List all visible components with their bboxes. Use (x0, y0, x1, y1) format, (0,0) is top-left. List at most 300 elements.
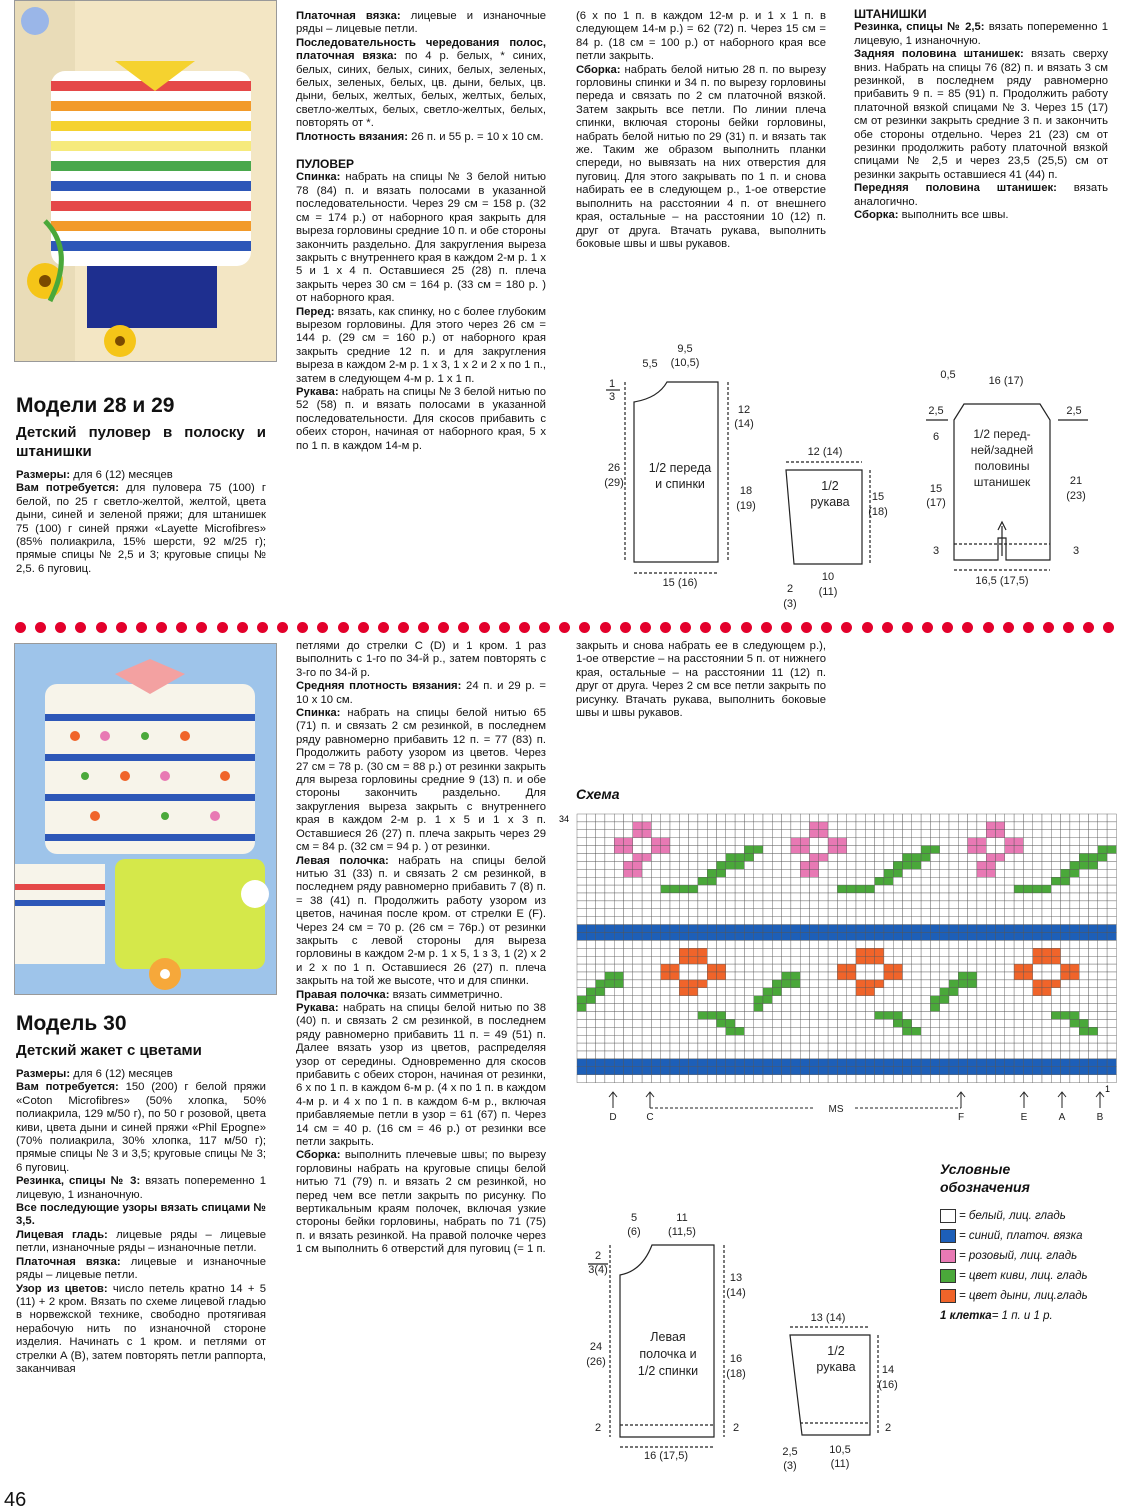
chart-cell (1089, 925, 1098, 933)
chart-cell (828, 877, 837, 885)
chart-cell (828, 861, 837, 869)
chart-cell (800, 988, 809, 996)
chart-cell (754, 1059, 763, 1067)
legend-item-melon: = цвет дыни, лиц.гладь (940, 1286, 1120, 1306)
chart-cell (744, 869, 753, 877)
chart-cell (1079, 1067, 1088, 1075)
chart-cell (689, 917, 698, 925)
chart-cell (754, 830, 763, 838)
model30-title: Модель 30 (16, 1012, 127, 1035)
chart-cell (577, 956, 586, 964)
chart-cell (763, 893, 772, 901)
chart-cell (865, 925, 874, 933)
chart-cell (1061, 933, 1070, 941)
chart-cell (717, 917, 726, 925)
chart-cell (717, 901, 726, 909)
chart-cell (726, 830, 735, 838)
chart-cell (577, 1027, 586, 1035)
chart-cell (754, 925, 763, 933)
chart-cell (810, 948, 819, 956)
chart-cell (735, 901, 744, 909)
chart-cell (1033, 830, 1042, 838)
chart-cell (1023, 893, 1032, 901)
model28-title: Модели 28 и 29 (16, 394, 175, 417)
chart-cell (949, 917, 958, 925)
chart-cell (670, 933, 679, 941)
chart-cell (837, 861, 846, 869)
chart-cell (791, 933, 800, 941)
chart-cell (763, 1035, 772, 1043)
chart-cell (698, 1035, 707, 1043)
chart-cell (865, 885, 874, 893)
chart-cell (837, 869, 846, 877)
chart-cell (661, 1059, 670, 1067)
chart-cell (1061, 917, 1070, 925)
chart-cell (986, 980, 995, 988)
chart-cell (642, 1067, 651, 1075)
chart-cell (800, 980, 809, 988)
chart-cell (884, 1035, 893, 1043)
chart-cell (661, 814, 670, 822)
chart-cell (624, 1035, 633, 1043)
chart-cell (642, 1043, 651, 1051)
chart-cell (837, 980, 846, 988)
chart-cell (586, 1027, 595, 1035)
chart-cell (1098, 1012, 1107, 1020)
chart-cell (903, 854, 912, 862)
chart-cell (856, 1035, 865, 1043)
chart-cell (744, 838, 753, 846)
chart-cell (1061, 846, 1070, 854)
chart-cell (596, 869, 605, 877)
chart-cell (1089, 1075, 1098, 1083)
chart-cell (754, 822, 763, 830)
chart-cell (996, 901, 1005, 909)
chart-cell (884, 1059, 893, 1067)
chart-cell (605, 988, 614, 996)
legend-item-blue: = синий, платоч. вязка (940, 1226, 1120, 1246)
chart-cell (810, 1027, 819, 1035)
chart-cell (1079, 917, 1088, 925)
chart-cell (726, 972, 735, 980)
chart-cell (828, 948, 837, 956)
chart-cell (1079, 933, 1088, 941)
chart-cell (661, 1035, 670, 1043)
chart-cell (828, 869, 837, 877)
chart-cell (949, 1043, 958, 1051)
chart-cell (949, 869, 958, 877)
chart-cell (763, 885, 772, 893)
col2top-p1: Платочная вязка: лицевые и изнаночные ряды – лицевые петли. (296, 10, 546, 36)
chart-cell (717, 861, 726, 869)
chart-cell (810, 1059, 819, 1067)
chart-cell (791, 988, 800, 996)
chart-cell (977, 1027, 986, 1035)
chart-cell (670, 1035, 679, 1043)
legend-cell-note: 1 клетка = 1 п. и 1 р. (940, 1310, 1053, 1322)
chart-cell (819, 917, 828, 925)
chart-cell (782, 925, 791, 933)
chart-cell (1107, 1043, 1116, 1051)
chart-cell (605, 1004, 614, 1012)
schematic-sleeve-2 (770, 1305, 905, 1485)
chart-cell (903, 861, 912, 869)
chart-cell (670, 940, 679, 948)
chart-cell (940, 1075, 949, 1083)
chart-cell (651, 901, 660, 909)
chart-cell (633, 893, 642, 901)
chart-cell (689, 980, 698, 988)
chart-cell (1098, 909, 1107, 917)
chart-cell (1079, 838, 1088, 846)
schematic-sleeve-1 (770, 440, 900, 620)
chart-cell (772, 964, 781, 972)
chart-cell (633, 1059, 642, 1067)
chart-cell (996, 1043, 1005, 1051)
chart-cell (670, 1012, 679, 1020)
chart-cell (977, 877, 986, 885)
chart-cell (577, 854, 586, 862)
chart-cell (605, 814, 614, 822)
chart-cell (856, 988, 865, 996)
chart-cell (596, 814, 605, 822)
chart-cell (865, 861, 874, 869)
chart-cell (875, 861, 884, 869)
chart-cell (912, 854, 921, 862)
chart-cell (837, 988, 846, 996)
chart-cell (884, 1012, 893, 1020)
chart-cell (782, 972, 791, 980)
chart-cell (735, 1075, 744, 1083)
chart-cell (577, 909, 586, 917)
chart-cell (1014, 964, 1023, 972)
chart-cell (791, 1012, 800, 1020)
d2-label1: 1/2 (821, 479, 839, 493)
d1-bot: 15 (16) (662, 577, 698, 589)
chart-cell (912, 933, 921, 941)
chart-cell (726, 917, 735, 925)
col2bot-p3: Спинка: набрать на спицы белой нитью 65 (71) п. и связать 2 см резинкой, в последнем ряду равномерно прибавить 12 п. = 77 (83) п. Продолжить работу узором из цветов. Через 27 см = 78 р. (30 см = 88 р.) от резинки закрыть для выреза горловины средние 9 (13) п. и обе стороны закончить раздельно. Для закругления выреза закрыть с внутреннего края в каждом 2-м р. 1 х 5 и 1 х 3 п. Оставшиеся 26 (27) п. плеча закрыть через 29 см = 84 р. (32 см = 94 р. ) от резинки. (296, 707, 546, 854)
chart-cell (782, 1059, 791, 1067)
chart-cell (977, 854, 986, 862)
chart-cell (828, 933, 837, 941)
chart-cell (977, 948, 986, 956)
chart-cell (735, 814, 744, 822)
chart-cell (698, 925, 707, 933)
chart-cell (1070, 1051, 1079, 1059)
chart-cell (596, 1035, 605, 1043)
chart-cell (670, 988, 679, 996)
chart-cell (1014, 861, 1023, 869)
chart-cell (856, 1012, 865, 1020)
chart-cell (735, 996, 744, 1004)
arrow-label-d: D (609, 1112, 617, 1123)
chart-cell (782, 861, 791, 869)
d4-2b: 2 (732, 1422, 740, 1434)
chart-cell (903, 964, 912, 972)
chart-cell (1061, 830, 1070, 838)
chart-cell (800, 956, 809, 964)
chart-cell (679, 964, 688, 972)
chart-cell (958, 988, 967, 996)
chart-cell (856, 846, 865, 854)
chart-cell (754, 980, 763, 988)
chart-cell (903, 893, 912, 901)
chart-cell (828, 980, 837, 988)
chart-cell (717, 964, 726, 972)
chart-cell (763, 948, 772, 956)
chart-cell (689, 877, 698, 885)
chart-cell (996, 885, 1005, 893)
chart-cell (707, 877, 716, 885)
chart-cell (819, 972, 828, 980)
chart-cell (763, 972, 772, 980)
chart-cell (930, 980, 939, 988)
chart-cell (1089, 996, 1098, 1004)
chart-cell (1014, 1059, 1023, 1067)
chart-cell (661, 854, 670, 862)
chart-cell (642, 854, 651, 862)
chart-cell (726, 948, 735, 956)
chart-cell (810, 869, 819, 877)
chart-cell (726, 901, 735, 909)
chart-cell (875, 909, 884, 917)
chart-cell (958, 909, 967, 917)
chart-cell (614, 830, 623, 838)
chart-cell (1061, 996, 1070, 1004)
chart-cell (791, 996, 800, 1004)
chart-cell (679, 917, 688, 925)
chart-cell (1014, 956, 1023, 964)
chart-cell (744, 940, 753, 948)
chart-cell (837, 964, 846, 972)
chart-cell (930, 956, 939, 964)
chart-cell (800, 830, 809, 838)
chart-cell (791, 861, 800, 869)
d4-24: 24 (589, 1341, 603, 1353)
chart-cell (912, 838, 921, 846)
chart-cell (689, 940, 698, 948)
chart-cell (1042, 830, 1051, 838)
chart-cell (1014, 988, 1023, 996)
chart-cell (624, 940, 633, 948)
chart-cell (707, 1019, 716, 1027)
chart-cell (837, 1043, 846, 1051)
chart-cell (865, 901, 874, 909)
chart-cell (893, 1012, 902, 1020)
chart-cell (791, 1035, 800, 1043)
col2top-p4: Спинка: набрать на спицы № 3 белой нитью 78 (84) п. и вязать полосами в указанной последовательности. Через 29 см = 158 р. (32 см = 174 р.) от наборного края закрыть для выреза горловины средние 10 п. и обе стороны закончить раздельно. Для закругления выреза закрыть с внутреннего края в каждом 2-м р. 1 х 5 и 1 х 4 п. Оставшиеся 25 (28) п. плеча закрыть через 30 см = 164 р. (33 см = 180 р. ) от наборного края. (296, 171, 546, 305)
chart-cell (1023, 1027, 1032, 1035)
chart-cell (689, 869, 698, 877)
chart-cell (1023, 846, 1032, 854)
chart-cell (661, 885, 670, 893)
chart-cell (986, 972, 995, 980)
chart-cell (977, 1035, 986, 1043)
chart-cell (837, 814, 846, 822)
chart-cell (912, 1012, 921, 1020)
chart-cell (996, 814, 1005, 822)
chart-cell (1089, 1067, 1098, 1075)
chart-cell (586, 846, 595, 854)
chart-cell (744, 861, 753, 869)
chart-cell (1107, 877, 1116, 885)
model30-p6: Платочная вязка: лицевые и изнаночные ряды – лицевые петли. (16, 1255, 266, 1282)
chart-cell (586, 854, 595, 862)
chart-cell (689, 909, 698, 917)
chart-cell (679, 838, 688, 846)
chart-cell (977, 1012, 986, 1020)
chart-cell (698, 877, 707, 885)
chart-cell (782, 885, 791, 893)
chart-cell (698, 940, 707, 948)
chart-cell (614, 822, 623, 830)
chart-cell (847, 861, 856, 869)
chart-cell (1014, 917, 1023, 925)
chart-cell (903, 1019, 912, 1027)
chart-cell (1098, 877, 1107, 885)
chart-cell (754, 940, 763, 948)
chart-cell (1070, 838, 1079, 846)
legend-item-pink: = розовый, лиц. гладь (940, 1246, 1120, 1266)
chart-cell (1070, 814, 1079, 822)
chart-cell (661, 901, 670, 909)
chart-cell (875, 846, 884, 854)
chart-cell (884, 885, 893, 893)
chart-cell (586, 988, 595, 996)
chart-cell (624, 1051, 633, 1059)
chart-cell (1079, 940, 1088, 948)
chart-cell (772, 972, 781, 980)
chart-cell (661, 1027, 670, 1035)
chart-cell (596, 877, 605, 885)
d5-label1: 1/2 (827, 1344, 845, 1358)
col2bot-p4: Левая полочка: набрать на спицы белой нитью 31 (33) п. и связать 2 см резинкой, в последнем ряду равномерно прибавить 7 (8) п. = 38 (41) п. Продолжить работу узором из цветов, начиная после кром. от стрелки Е (F). Через 24 см = 70 р. (26 см = 76р.) от резинки закрыть с левой стороны для выреза горловины в каждом 2-м р. 1 х 5, 1 з 3, 1 (2) х 2 и 2 х по 1 п. Оставшиеся 26 (27) п. плеча закрыть на той же высоте, что и для спинки. (296, 854, 546, 988)
chart-cell (651, 1012, 660, 1020)
chart-cell (707, 933, 716, 941)
chart-cell (800, 861, 809, 869)
chart-cell (847, 1004, 856, 1012)
chart-cell (633, 925, 642, 933)
chart-cell (930, 1067, 939, 1075)
chart-cell (968, 948, 977, 956)
chart-cell (1079, 1004, 1088, 1012)
chart-cell (782, 1019, 791, 1027)
chart-cell (912, 877, 921, 885)
chart-cell (605, 933, 614, 941)
chart-cell (1061, 925, 1070, 933)
chart-cell (1023, 1035, 1032, 1043)
chart-cell (577, 972, 586, 980)
chart-cell (633, 956, 642, 964)
chart-cell (726, 838, 735, 846)
chart-cell (986, 1004, 995, 1012)
chart-cell (1070, 1012, 1079, 1020)
chart-cell (847, 948, 856, 956)
chart-cell (661, 1019, 670, 1027)
chart-cell (865, 854, 874, 862)
chart-cell (679, 996, 688, 1004)
chart-cell (1042, 814, 1051, 822)
chart-cell (1033, 988, 1042, 996)
chart-cell (1042, 1043, 1051, 1051)
chart-cell (614, 854, 623, 862)
chart-cell (772, 838, 781, 846)
chart-cell (1005, 909, 1014, 917)
chart-cell (744, 893, 753, 901)
chart-cell (1042, 917, 1051, 925)
chart-cell (968, 1051, 977, 1059)
chart-cell (763, 861, 772, 869)
chart-cell (596, 964, 605, 972)
chart-cell (800, 909, 809, 917)
chart-cell (726, 854, 735, 862)
chart-cell (1107, 933, 1116, 941)
chart-cell (717, 893, 726, 901)
chart-cell (717, 1067, 726, 1075)
chart-cell (596, 909, 605, 917)
chart-cell (912, 861, 921, 869)
chart-cell (1005, 1027, 1014, 1035)
chart-cell (651, 1027, 660, 1035)
chart-cell (791, 972, 800, 980)
chart-cell (958, 814, 967, 822)
chart-cell (819, 901, 828, 909)
chart-cell (772, 885, 781, 893)
chart-cell (1098, 972, 1107, 980)
chart-cell (754, 909, 763, 917)
chart-cell (940, 893, 949, 901)
chart-cell (903, 822, 912, 830)
chart-cell (800, 1012, 809, 1020)
chart-cell (1089, 877, 1098, 885)
chart-cell (577, 1043, 586, 1051)
chart-cell (958, 846, 967, 854)
chart-cell (810, 861, 819, 869)
chart-cell (605, 830, 614, 838)
chart-cell (1107, 869, 1116, 877)
chart-cell (605, 917, 614, 925)
chart-cell (605, 1075, 614, 1083)
col3-top (576, 10, 826, 251)
chart-cell (772, 1075, 781, 1083)
chart-cell (996, 838, 1005, 846)
chart-cell (772, 909, 781, 917)
chart-cell (1005, 964, 1014, 972)
chart-cell (670, 1067, 679, 1075)
chart-cell (800, 893, 809, 901)
chart-cell (865, 909, 874, 917)
chart-cell (586, 869, 595, 877)
chart-cell (698, 988, 707, 996)
chart-cell (903, 988, 912, 996)
chart-cell (633, 861, 642, 869)
chart-cell (670, 996, 679, 1004)
chart-cell (679, 1075, 688, 1083)
chart-cell (819, 1004, 828, 1012)
chart-cell (605, 869, 614, 877)
chart-cell (679, 893, 688, 901)
chart-cell (707, 1027, 716, 1035)
chart-cell (893, 933, 902, 941)
chart-cell (791, 964, 800, 972)
chart-cell (1089, 917, 1098, 925)
chart-cell (651, 1051, 660, 1059)
chart-cell (1107, 996, 1116, 1004)
d3-3b: 3 (1072, 545, 1080, 557)
chart-cell (875, 988, 884, 996)
chart-cell (1107, 980, 1116, 988)
